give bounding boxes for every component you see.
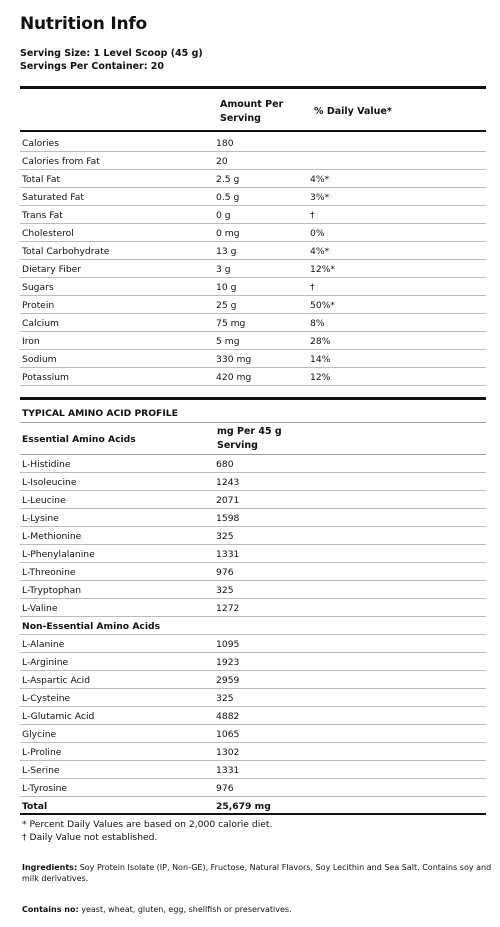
ingredients-text: Ingredients: Soy Protein Isolate (IP, Non-GE), Fructose, Natural Flavors, Soy Lecithin and Sea Salt. Contains soy and milk derivatives. [22, 863, 492, 883]
nutrient-daily-value: 14% [310, 354, 331, 365]
nutrient-name: Calories [22, 138, 59, 149]
nutrient-daily-value: 0% [310, 228, 325, 239]
amino-mg: 1302 [216, 747, 240, 758]
servings-per-container: Servings Per Container: 20 [20, 61, 165, 72]
amino-row [20, 635, 486, 653]
contains-no-label: Contains no: [22, 905, 79, 914]
amino-mg: 1331 [216, 549, 240, 560]
amino-row [20, 653, 486, 671]
dv-footnote: * Percent Daily Values are based on 2,000 calorie diet. [22, 819, 273, 830]
nutrient-row [20, 170, 486, 188]
total-label: Total [22, 801, 48, 812]
nutrient-amount: 180 [216, 138, 234, 149]
nutrient-name: Calories from Fat [22, 156, 100, 167]
daily-value-header: % Daily Value* [314, 106, 392, 117]
amino-name: L-Glutamic Acid [22, 711, 95, 722]
nutrient-name: Saturated Fat [22, 192, 84, 203]
amino-mg: 325 [216, 693, 234, 704]
nutrient-name: Calcium [22, 318, 59, 329]
nutrient-amount: 2.5 g [216, 174, 240, 185]
nutrient-row [20, 314, 486, 332]
amino-row [20, 581, 486, 599]
nutrient-daily-value: 8% [310, 318, 325, 329]
nutrient-daily-value: 4%* [310, 174, 330, 185]
amino-name: L-Aspartic Acid [22, 675, 91, 686]
amino-mg: 1272 [216, 603, 240, 614]
nutrient-name: Sodium [22, 354, 57, 365]
nutrient-row [20, 332, 486, 350]
nutrient-amount: 0 g [216, 210, 231, 221]
nutrient-name: Protein [22, 300, 55, 311]
nutrient-daily-value: 4%* [310, 246, 330, 257]
amino-name: L-Serine [22, 765, 60, 776]
mg-per-serving-header: mg Per 45 g Serving [217, 426, 282, 451]
amino-row [20, 743, 486, 761]
nutrient-daily-value: 50%* [310, 300, 336, 311]
nutrient-row [20, 152, 486, 170]
nutrient-name: Sugars [22, 282, 54, 293]
nutrient-daily-value: † [310, 210, 315, 221]
amino-name: L-Tryptophan [22, 585, 82, 596]
top-divider [20, 86, 486, 89]
amino-row [20, 671, 486, 689]
nutrient-amount: 20 [216, 156, 228, 167]
nutrient-row [20, 224, 486, 242]
amino-mg: 1331 [216, 765, 240, 776]
page-title: Nutrition Info [20, 14, 148, 34]
amino-name: L-Histidine [22, 459, 71, 470]
amino-name: L-Cysteine [22, 693, 71, 704]
amino-mg: 976 [216, 783, 234, 794]
amino-row [20, 725, 486, 743]
amino-row [20, 599, 486, 617]
amino-mg: 4882 [216, 711, 240, 722]
nutrient-daily-value: 12% [310, 372, 331, 383]
amino-name: L-Alanine [22, 639, 65, 650]
nonessential-header-row [20, 617, 486, 635]
nutrient-row [20, 350, 486, 368]
nutrient-row [20, 260, 486, 278]
amino-row [20, 509, 486, 527]
amino-name: L-Valine [22, 603, 58, 614]
amino-name: L-Threonine [22, 567, 76, 578]
nutrient-row [20, 206, 486, 224]
amino-row [20, 491, 486, 509]
amino-name: L-Lysine [22, 513, 59, 524]
nutrient-amount: 420 mg [216, 372, 252, 383]
contains-no-text: Contains no: yeast, wheat, gluten, egg, shellfish or preservatives. [22, 905, 292, 914]
nutrient-row [20, 368, 486, 386]
amino-mg: 1598 [216, 513, 240, 524]
nutrient-amount: 25 g [216, 300, 237, 311]
amino-mg: 325 [216, 531, 234, 542]
nutrient-row [20, 242, 486, 260]
amino-name: L-Tyrosine [22, 783, 68, 794]
amino-mg: 976 [216, 567, 234, 578]
nutrient-daily-value: † [310, 282, 315, 293]
amino-row [20, 779, 486, 797]
nutrient-name: Trans Fat [22, 210, 63, 221]
dagger-footnote: † Daily Value not established. [22, 832, 158, 843]
amino-name: L-Methionine [22, 531, 82, 542]
amino-row [20, 563, 486, 581]
amino-mg: 680 [216, 459, 234, 470]
nutrient-amount: 3 g [216, 264, 231, 275]
nutrient-name: Iron [22, 336, 40, 347]
amino-row [20, 455, 486, 473]
amino-row [20, 545, 486, 563]
nutrient-row [20, 188, 486, 206]
total-value: 25,679 mg [216, 801, 271, 812]
amino-title-rule [20, 422, 486, 423]
amino-mg: 1095 [216, 639, 240, 650]
amino-name: L-Leucine [22, 495, 66, 506]
amino-name: Glycine [22, 729, 57, 740]
nutrient-daily-value: 3%* [310, 192, 330, 203]
nutrient-name: Cholesterol [22, 228, 74, 239]
nutrient-row [20, 278, 486, 296]
amino-row [20, 689, 486, 707]
amino-name: L-Isoleucine [22, 477, 77, 488]
nutrient-amount: 5 mg [216, 336, 240, 347]
amino-row [20, 707, 486, 725]
amino-profile-title: TYPICAL AMINO ACID PROFILE [22, 408, 178, 419]
nutrient-amount: 10 g [216, 282, 237, 293]
nutrient-name: Total Fat [22, 174, 61, 185]
essential-header: Essential Amino Acids [22, 434, 136, 445]
header-divider [20, 130, 486, 132]
ingredients-label: Ingredients: [22, 863, 78, 872]
serving-size: Serving Size: 1 Level Scoop (45 g) [20, 48, 203, 59]
nutrient-amount: 0.5 g [216, 192, 240, 203]
amino-name: L-Proline [22, 747, 62, 758]
nutrient-name: Dietary Fiber [22, 264, 82, 275]
nutrient-daily-value: 12%* [310, 264, 336, 275]
amino-row [20, 473, 486, 491]
total-row [20, 797, 486, 815]
amino-name: L-Phenylalanine [22, 549, 95, 560]
nutrient-amount: 75 mg [216, 318, 246, 329]
nutrient-amount: 0 mg [216, 228, 240, 239]
amino-mg: 325 [216, 585, 234, 596]
amino-name: L-Arginine [22, 657, 69, 668]
amino-divider [20, 397, 486, 400]
amino-mg: 1065 [216, 729, 240, 740]
amino-mg: 1243 [216, 477, 240, 488]
amino-mg: 2071 [216, 495, 240, 506]
nutrient-row [20, 296, 486, 314]
nonessential-header: Non-Essential Amino Acids [22, 621, 161, 632]
nutrient-daily-value: 28% [310, 336, 331, 347]
nutrient-row [20, 134, 486, 152]
amino-mg: 2959 [216, 675, 240, 686]
nutrient-name: Potassium [22, 372, 69, 383]
nutrient-amount: 13 g [216, 246, 237, 257]
amount-per-serving-header: Amount Per Serving [220, 99, 284, 124]
amino-mg: 1923 [216, 657, 240, 668]
amino-row [20, 527, 486, 545]
nutrient-amount: 330 mg [216, 354, 252, 365]
amino-row [20, 761, 486, 779]
nutrient-name: Total Carbohydrate [22, 246, 110, 257]
